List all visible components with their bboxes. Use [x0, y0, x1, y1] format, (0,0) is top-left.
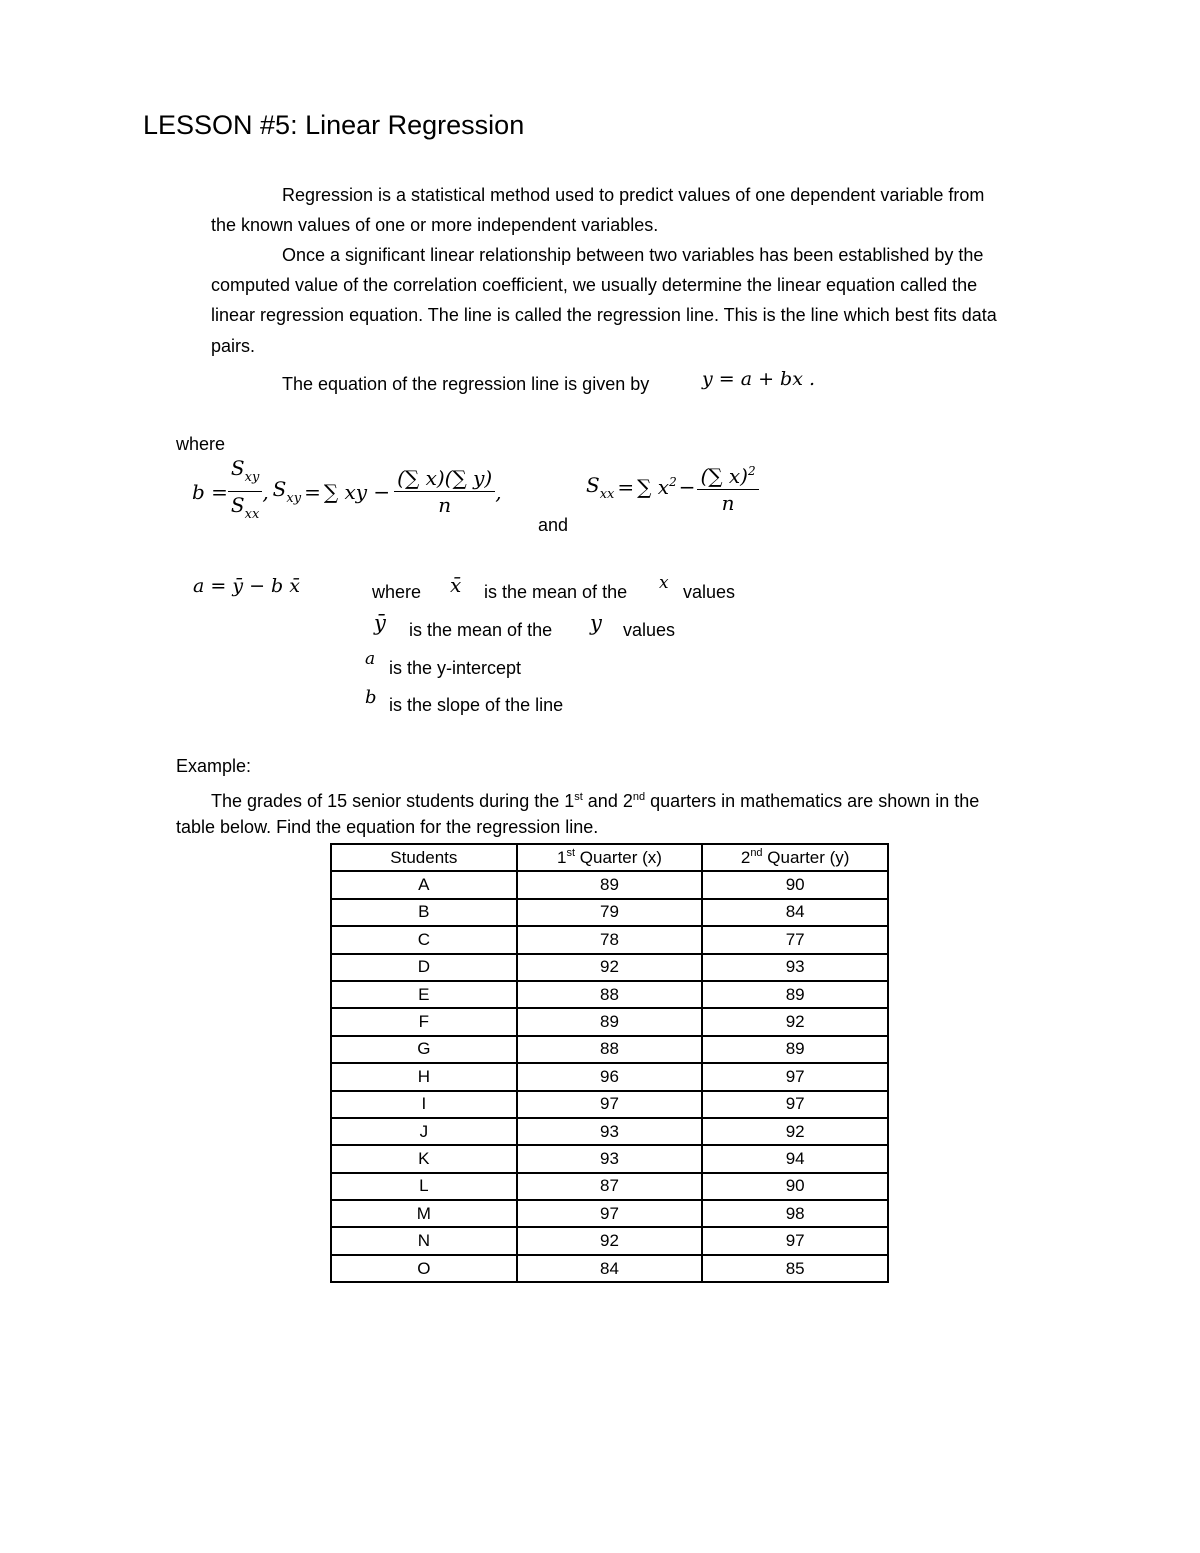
cell-student: K	[331, 1145, 517, 1172]
cell-q2: 97	[702, 1063, 888, 1090]
b-formula	[192, 455, 502, 528]
cell-student: G	[331, 1036, 517, 1063]
sxy-fraction	[394, 465, 495, 518]
cell-q2: 92	[702, 1008, 888, 1035]
cell-student: B	[331, 899, 517, 926]
cell-q1: 96	[517, 1063, 703, 1090]
cell-student: D	[331, 954, 517, 981]
cell-q1: 89	[517, 1008, 703, 1035]
cell-q1: 92	[517, 1227, 703, 1254]
sxx-lhs: $S_{xx}$	[586, 472, 615, 502]
cell-student: I	[331, 1091, 517, 1118]
def-a: a	[365, 649, 376, 669]
intro-p3: The equation of the regression line is given by	[282, 374, 650, 394]
table-row	[331, 1008, 888, 1035]
table-row	[331, 1200, 888, 1227]
b-lhs: b =	[192, 479, 228, 504]
b-denominator: $S_{xx}$	[230, 493, 260, 522]
cell-q1: 93	[517, 1145, 703, 1172]
cell-q1: 87	[517, 1173, 703, 1200]
cell-q2: 89	[702, 1036, 888, 1063]
sxx-equals: =	[617, 475, 635, 499]
def-x: x	[659, 573, 669, 593]
def-where: where	[372, 582, 422, 602]
intro-p2-line2: computed value of the correlation coefficient, we usually determine the linear equation called the	[211, 275, 978, 295]
def-xbar: x̄	[450, 573, 462, 597]
def-ybar: ȳ	[374, 611, 386, 635]
table-header-row	[331, 844, 888, 871]
equals-sign: =	[304, 479, 321, 504]
cell-student: O	[331, 1255, 517, 1282]
def-y: y	[590, 611, 602, 635]
and-label: and	[538, 515, 569, 535]
table-row	[331, 981, 888, 1008]
sxx-numerator: (∑ x)$^2$	[697, 458, 758, 490]
def-b-text: is the slope of the line	[389, 695, 564, 715]
page-title: LESSON #5: Linear Regression	[143, 110, 525, 140]
formula-comma: ,	[262, 479, 269, 504]
a-formula: a = ȳ − b x̄	[193, 575, 300, 597]
sxx-denominator: n	[721, 491, 735, 515]
table-row	[331, 1118, 888, 1145]
sxy-numerator: (∑ x)(∑ y)	[394, 465, 495, 492]
cell-q2: 89	[702, 981, 888, 1008]
table-row	[331, 1227, 888, 1254]
cell-q1: 93	[517, 1118, 703, 1145]
sxx-formula	[586, 458, 759, 516]
cell-student: F	[331, 1008, 517, 1035]
sxy-lhs: $S_{xy}$	[272, 477, 302, 506]
cell-q1: 97	[517, 1200, 703, 1227]
cell-q2: 92	[702, 1118, 888, 1145]
def-values1: values	[683, 582, 736, 602]
cell-q2: 90	[702, 1173, 888, 1200]
def-b: b	[365, 687, 377, 708]
cell-q1: 88	[517, 1036, 703, 1063]
table-row	[331, 1173, 888, 1200]
cell-student: H	[331, 1063, 517, 1090]
cell-q1: 92	[517, 954, 703, 981]
table-row	[331, 1063, 888, 1090]
table-row	[331, 871, 888, 898]
cell-q2: 97	[702, 1227, 888, 1254]
intro-p2-line3: linear regression equation. The line is called the regression line. This is the line which best fits data	[211, 305, 997, 325]
intro-p2-line1: Once a significant linear relationship between two variables has been established by the	[282, 245, 984, 265]
cell-student: L	[331, 1173, 517, 1200]
cell-q2: 93	[702, 954, 888, 981]
cell-q1: 88	[517, 981, 703, 1008]
cell-q2: 84	[702, 899, 888, 926]
table-row	[331, 1036, 888, 1063]
cell-q2: 77	[702, 926, 888, 953]
where-label: where	[176, 434, 226, 454]
intro-p1-line1: Regression is a statistical method used to predict values of one dependent variable from	[282, 185, 985, 205]
cell-q1: 78	[517, 926, 703, 953]
header-q2: 2nd Quarter (y)	[702, 844, 888, 871]
cell-student: C	[331, 926, 517, 953]
cell-q2: 94	[702, 1145, 888, 1172]
cell-q2: 85	[702, 1255, 888, 1282]
intro-p1-line2: the known values of one or more independent variables.	[211, 215, 659, 235]
cell-student: J	[331, 1118, 517, 1145]
example-line2: table below. Find the equation for the regression line.	[176, 817, 599, 837]
cell-student: M	[331, 1200, 517, 1227]
sxx-sum: ∑ $x^2$	[637, 475, 677, 499]
table-row	[331, 1091, 888, 1118]
cell-q2: 98	[702, 1200, 888, 1227]
grades-table	[330, 843, 889, 1283]
header-students: Students	[331, 844, 517, 871]
def-ybar-text: is the mean of the	[409, 620, 553, 640]
cell-student: A	[331, 871, 517, 898]
table-row	[331, 1145, 888, 1172]
cell-q2: 97	[702, 1091, 888, 1118]
def-xbar-text: is the mean of the	[484, 582, 628, 602]
sxx-fraction	[697, 458, 758, 516]
cell-q1: 89	[517, 871, 703, 898]
cell-student: E	[331, 981, 517, 1008]
cell-q1: 79	[517, 899, 703, 926]
table-row	[331, 954, 888, 981]
cell-q1: 97	[517, 1091, 703, 1118]
sxy-sum: ∑ xy −	[323, 479, 391, 504]
sxy-trailing-comma: ,	[495, 479, 502, 504]
def-values2: values	[623, 620, 676, 640]
cell-student: N	[331, 1227, 517, 1254]
sxy-denominator: n	[438, 493, 452, 517]
example-line1: The grades of 15 senior students during the 1st and 2nd quarters in mathematics are shown in the	[211, 791, 980, 811]
def-a-text: is the y-intercept	[389, 658, 522, 678]
cell-q1: 84	[517, 1255, 703, 1282]
intro-p2-line4: pairs.	[211, 336, 256, 356]
sxx-minus: −	[678, 475, 696, 499]
table-row	[331, 899, 888, 926]
b-fraction	[228, 455, 262, 528]
example-label: Example:	[176, 756, 252, 776]
regression-equation: y = a + bx .	[702, 368, 816, 390]
header-q1: 1st Quarter (x)	[517, 844, 703, 871]
cell-q2: 90	[702, 871, 888, 898]
table-row	[331, 926, 888, 953]
table-row	[331, 1255, 888, 1282]
b-numerator: $S_{xy}$	[228, 455, 262, 492]
